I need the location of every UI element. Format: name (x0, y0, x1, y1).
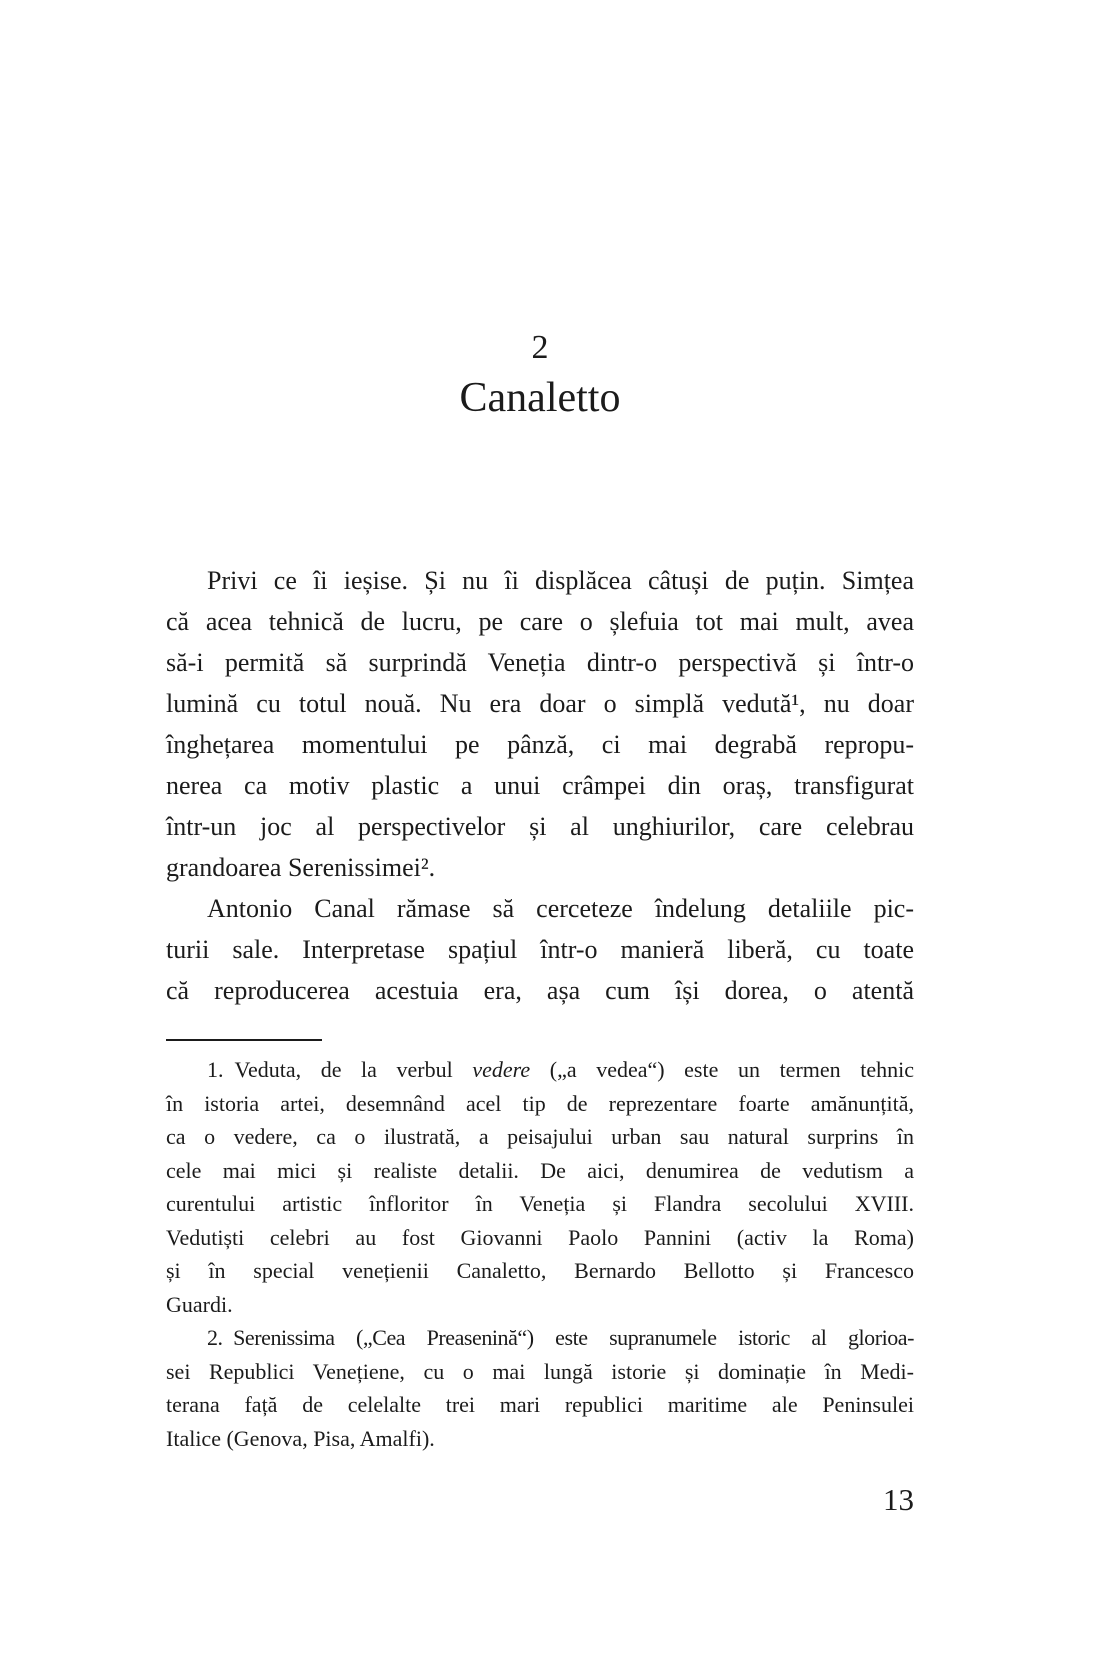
footnote-line: sei Republici Venețiene, cu o mai lungă istorie și dominație în Medi- (166, 1358, 914, 1384)
footnote-line: terana față de celelalte trei mari republici maritime ale Peninsulei (166, 1392, 914, 1417)
footnote-line: cele mai mici și realiste detalii. De aici, denumirea de vedutism a (166, 1157, 914, 1183)
body-line: grandoarea Serenissimei². (166, 853, 436, 882)
body-line: într-un joc al perspectivelor și al unghiurilor, care celebrau (166, 812, 914, 841)
body-line: turii sale. Interpretase spațiul într-o manieră liberă, cu toate (166, 935, 914, 964)
footnotes (166, 1053, 914, 1455)
footnote-line: 1. Veduta, de la verbul vedere („a vedea“) este un termen tehnic (207, 1057, 914, 1082)
body-paragraph-1 (166, 560, 914, 888)
body-line: lumină cu totul nouă. Nu era doar o simplă vedută¹, nu doar (166, 689, 914, 718)
footnote-1 (166, 1053, 914, 1321)
footnote-line: ca o vedere, ca o ilustrată, a peisajului urban sau natural surprins în (166, 1124, 914, 1149)
footnote-line: Guardi. (166, 1291, 233, 1317)
body-line: că reproducerea acestuia era, așa cum își dorea, o atentă (166, 976, 914, 1005)
footnote-2 (166, 1321, 914, 1455)
body-line: să-i permită să surprindă Veneția dintr-o perspectivă și într-o (166, 648, 914, 677)
footnote-line: și în special venețienii Canaletto, Bernardo Bellotto și Francesco (166, 1258, 914, 1283)
page-number: 13 (883, 1482, 914, 1517)
footnote-line: curentului artistic înfloritor în Veneția și Flandra secolului XVIII. (166, 1191, 914, 1216)
body-line: Privi ce îi ieșise. Și nu îi displăcea câtuși de puțin. Simțea (207, 566, 914, 595)
chapter-title: Canaletto (459, 375, 621, 421)
body-line: nerea ca motiv plastic a unui crâmpei din oraș, transfigurat (166, 771, 914, 800)
body-paragraph-2 (166, 888, 914, 1011)
footnote-line: în istoria artei, desemnând acel tip de reprezentare foarte amănunțită, (166, 1090, 914, 1116)
footnote-line: Italice (Genova, Pisa, Amalfi). (166, 1425, 435, 1451)
body-line: că acea tehnică de lucru, pe care o șlefuia tot mai mult, avea (166, 607, 914, 636)
footnote-line: Vedutiști celebri au fost Giovanni Paolo Pannini (activ la Roma) (166, 1224, 914, 1250)
body-line: înghețarea momentului pe pânză, ci mai degrabă repropu- (166, 730, 914, 759)
body-text (166, 560, 914, 1011)
footnote-line: 2. Serenissima („Cea Preasenină“) este supranumele istoric al glorioa- (207, 1325, 914, 1350)
body-line: Antonio Canal rămase să cerceteze îndelung detaliile pic- (207, 894, 914, 923)
footnote-separator (166, 1039, 322, 1041)
chapter-number: 2 (531, 329, 549, 366)
